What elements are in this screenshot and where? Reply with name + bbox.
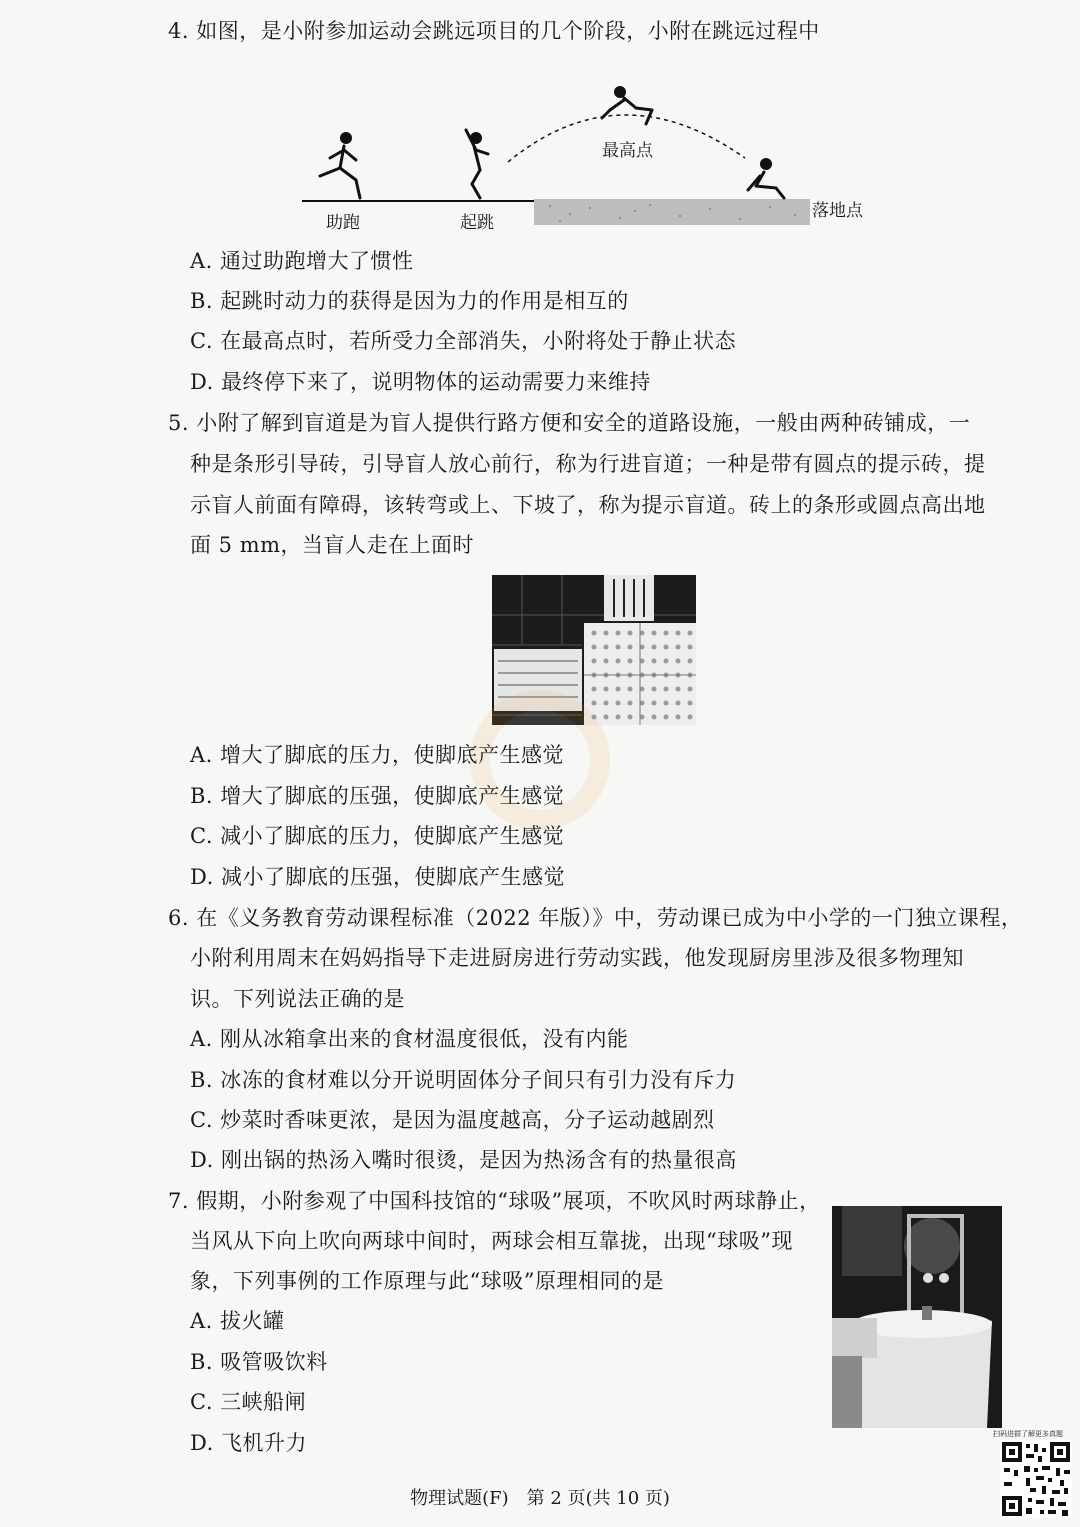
take-off-jumper-icon: [466, 130, 488, 198]
label-run-up: 助跑: [326, 213, 360, 233]
page-footer: 物理试题(F) 第 2 页(共 10 页): [410, 1488, 670, 1509]
q5-line-4: 面 5 mm，当盲人走在上面时: [190, 533, 475, 557]
q7-line-2: 当风从下向上吹向两球中间时，两球会相互靠拢，出现“球吸”现: [190, 1229, 793, 1253]
q7-line-3: 象，下列事例的工作原理与此“球吸”原理相同的是: [190, 1269, 664, 1293]
qr-caption: 扫码进群了解更多真题: [993, 1430, 1063, 1438]
q6-line-2: 小附利用周末在妈妈指导下走进厨房进行劳动实践，他发现厨房里涉及很多物理知: [190, 946, 964, 970]
label-take-off: 起跳: [460, 213, 494, 233]
q4-option-c: C. 在最高点时，若所受力全部消失，小附将处于静止状态: [190, 329, 737, 353]
q5-line-2: 种是条形引导砖，引导盲人放心前行，称为行进盲道；一种是带有圆点的提示砖，提: [190, 452, 986, 476]
q5-line-3: 示盲人前面有障碍，该转弯或上、下坡了，称为提示盲道。砖上的条形或圆点高出地: [190, 493, 986, 517]
q4-option-a: A. 通过助跑增大了惯性: [190, 249, 414, 273]
q7-option-a: A. 拔火罐: [190, 1309, 285, 1333]
q4-option-b: B. 起跳时动力的获得是因为力的作用是相互的: [190, 289, 629, 313]
label-landing-point: 落地点: [812, 201, 863, 221]
q7-option-b: B. 吸管吸饮料: [190, 1350, 328, 1374]
ball-suction-exhibit-photo: [832, 1206, 1002, 1428]
qr-code-icon[interactable]: [1000, 1440, 1072, 1518]
landing-jumper-icon: [748, 158, 784, 198]
q6-line-3: 识。下列说法正确的是: [190, 987, 405, 1011]
q5-option-d: D. 减小了脚底的压强，使脚底产生感觉: [190, 865, 565, 889]
q7-option-c: C. 三峡船闸: [190, 1390, 307, 1414]
q4-option-d: D. 最终停下来了，说明物体的运动需要力来维持: [190, 370, 651, 394]
q6-line-1: 6. 在《义务教育劳动课程标准（2022 年版）》中，劳动课已成为中小学的一门独立课程，: [168, 906, 1023, 930]
q7-option-d: D. 飞机升力: [190, 1431, 307, 1455]
q6-option-a: A. 刚从冰箱拿出来的食材温度很低，没有内能: [190, 1027, 629, 1051]
sand-pit: [534, 199, 810, 225]
label-highest-point: 最高点: [602, 141, 653, 161]
q5-line-1: 5. 小附了解到盲道是为盲人提供行路方便和安全的道路设施，一般由两种砖铺成，一: [168, 411, 971, 435]
q6-option-b: B. 冰冻的食材难以分开说明固体分子间只有引力没有斥力: [190, 1068, 737, 1092]
q4-stem: 4. 如图，是小附参加运动会跳远项目的几个阶段，小附在跳远过程中: [168, 19, 820, 43]
q7-line-1: 7. 假期，小附参观了中国科技馆的“球吸”展项，不吹风时两球静止，: [168, 1189, 821, 1213]
highest-point-jumper-icon: [602, 86, 652, 124]
q6-option-d: D. 刚出锅的热汤入嘴时很烫，是因为热汤含有的热量很高: [190, 1148, 737, 1172]
q5-option-a: A. 增大了脚底的压力，使脚底产生感觉: [190, 743, 565, 767]
q6-option-c: C. 炒菜时香味更浓，是因为温度越高，分子运动越剧烈: [190, 1108, 715, 1132]
q5-option-c: C. 减小了脚底的压力，使脚底产生感觉: [190, 824, 565, 848]
runner-icon: [320, 132, 360, 198]
long-jump-figure: [290, 80, 890, 235]
q5-option-b: B. 增大了脚底的压强，使脚底产生感觉: [190, 784, 565, 808]
